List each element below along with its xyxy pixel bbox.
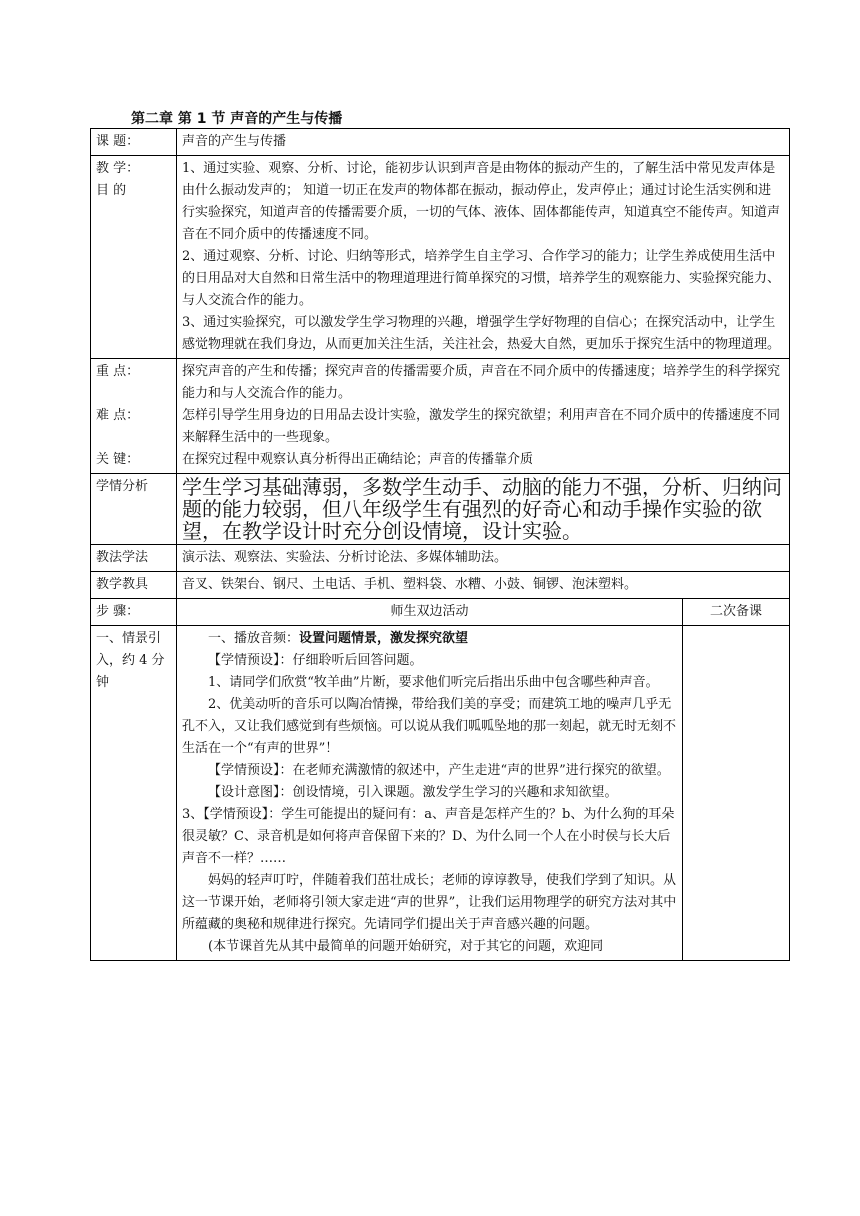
objectives-content bbox=[177, 156, 790, 359]
topic-label: 课 题： bbox=[91, 129, 177, 156]
student-analysis-row bbox=[91, 474, 790, 545]
tools-row bbox=[91, 572, 790, 599]
step1-notes bbox=[683, 626, 790, 961]
zhongdian-label: 重 点： bbox=[96, 364, 140, 379]
step1-line-3: 2、优美动听的音乐可以陶冶情操，带给我们美的享受；而建筑工地的噪声几乎无孔不入，又让我们感觉到有些烦恼。可以说从我们呱呱坠地的那一刻起，就无时无刻不生活在一个“有声的世界”！ bbox=[182, 697, 677, 756]
student-analysis-text: 学生学习基础薄弱，多数学生动手、动脑的能力不强，分析、归纳问题的能力较弱，但八年级学生有强烈的好奇心和动手操作实验的欲望，在教学设计时充分创设情境，设计实验。 bbox=[177, 474, 790, 545]
objective-paragraph-3: 3、通过实验探究，可以激发学生学习物理的兴趣，增强学生学好物理的自信心；在探究活动中，让学生感觉物理就在我们身边，从而更加关注生活，关注社会，热爱大自然，更加乐于探究生活中的物理道理。 bbox=[182, 315, 781, 352]
methods-row bbox=[91, 545, 790, 572]
step1-heading: 一、播放音频：设置问题情景，激发探究欲望 bbox=[208, 631, 469, 646]
steps-header-row bbox=[91, 599, 790, 626]
topic-value: 声音的产生与传播 bbox=[177, 129, 790, 156]
zhongdian-text: 探究声音的产生和传播；探究声音的传播需要介质，声音在不同介质中的传播速度；培养学生的科学探究能力和与人交流合作的能力。 bbox=[182, 364, 781, 401]
step1-line-4: 【学情预设】：在老师充满激情的叙述中，产生走进“声的世界”进行探究的欲望。 bbox=[208, 763, 670, 778]
document-title: 第二章 第 1 节 声音的产生与传播 bbox=[131, 111, 343, 127]
objectives-label-line2: 目 的 bbox=[96, 183, 127, 198]
key-points-content bbox=[177, 359, 790, 474]
methods-text: 演示法、观察法、实验法、分析讨论法、多媒体辅助法。 bbox=[177, 545, 790, 572]
tools-label: 教学教具 bbox=[91, 572, 177, 599]
step1-para-mother: 妈妈的轻声叮咛，伴随着我们茁壮成长；老师的谆谆教导，使我们学到了知识。从这一节课开始，老师将引领大家走进“声的世界”，让我们运用物理学的研究方法对其中所蕴藏的奥秘和规律进行探究。先请同学们提出关于声音感兴趣的问题。 bbox=[182, 873, 677, 932]
objectives-label-line1: 教 学： bbox=[96, 161, 140, 176]
step1-label: 一、情景引入，约 4 分钟 bbox=[91, 626, 177, 961]
nandian-label: 难 点： bbox=[96, 408, 140, 423]
objectives-label bbox=[91, 156, 177, 359]
step1-line-6: 3、【学情预设】：学生可能提出的疑问有：a、声音是怎样产生的？b、为什么狗的耳朵很灵敏？C、录音机是如何将声音保留下来的？D、为什么同一个人在小时侯与长大后声音不一样？…… bbox=[182, 807, 675, 866]
step1-line-1: 【学情预设】：仔细聆听后回答问题。 bbox=[208, 653, 423, 668]
lesson-plan-table bbox=[90, 128, 790, 961]
tools-text: 音叉、铁架台、钢尺、土电话、手机、塑料袋、水糟、小鼓、铜锣、泡沫塑料。 bbox=[177, 572, 790, 599]
activity-header: 师生双边活动 bbox=[177, 599, 683, 626]
step1-row bbox=[91, 626, 790, 961]
objective-paragraph-1: 1、通过实验、观察、分析、讨论，能初步认识到声音是由物体的振动产生的，了解生活中常见发声体是由什么振动发声的； 知道一切正在发声的物体都在振动，振动停止，发声停止；通过讨论生活实例和进行实验探究，知道声音的传播需要介质，一切的气体、液体、固体都能传声，知道真空不能传声。知道声音在不同介质中的传播速度不同。 bbox=[182, 161, 781, 242]
notes-header: 二次备课 bbox=[683, 599, 790, 626]
step1-content bbox=[177, 626, 683, 961]
step1-heading-bold: 设置问题情景，激发探究欲望 bbox=[299, 631, 469, 646]
guanjian-text: 在探究过程中观察认真分析得出正确结论；声音的传播靠介质 bbox=[182, 452, 534, 467]
nandian-text: 怎样引导学生用身边的日用品去设计实验，激发学生的探究欲望；利用声音在不同介质中的传播速度不同来解释生活中的一些现象。 bbox=[182, 408, 781, 445]
topic-row bbox=[91, 129, 790, 156]
guanjian-label: 关 键： bbox=[96, 452, 140, 467]
key-points-labels bbox=[91, 359, 177, 474]
student-analysis-label: 学情分析 bbox=[91, 474, 177, 545]
objectives-row bbox=[91, 156, 790, 359]
step1-para-last: (本节课首先从其中最简单的问题开始研究，对于其它的问题，欢迎同 bbox=[208, 939, 604, 954]
objective-paragraph-2: 2、通过观察、分析、讨论、归纳等形式，培养学生自主学习、合作学习的能力；让学生养成使用生活中的日用品对大自然和日常生活中的物理道理进行简单探究的习惯，培养学生的观察能力、实验探究能力、与人交流合作的能力。 bbox=[182, 249, 781, 308]
step1-line-5: 【设计意图】：创设情境，引入课题。激发学生学习的兴趣和求知欲望。 bbox=[208, 785, 618, 800]
key-points-row bbox=[91, 359, 790, 474]
steps-label: 步 骤： bbox=[91, 599, 177, 626]
step1-line-2: 1、请同学们欣赏“牧羊曲”片断，要求他们听完后指出乐曲中包含哪些种声音。 bbox=[208, 675, 659, 690]
methods-label: 教法学法 bbox=[91, 545, 177, 572]
